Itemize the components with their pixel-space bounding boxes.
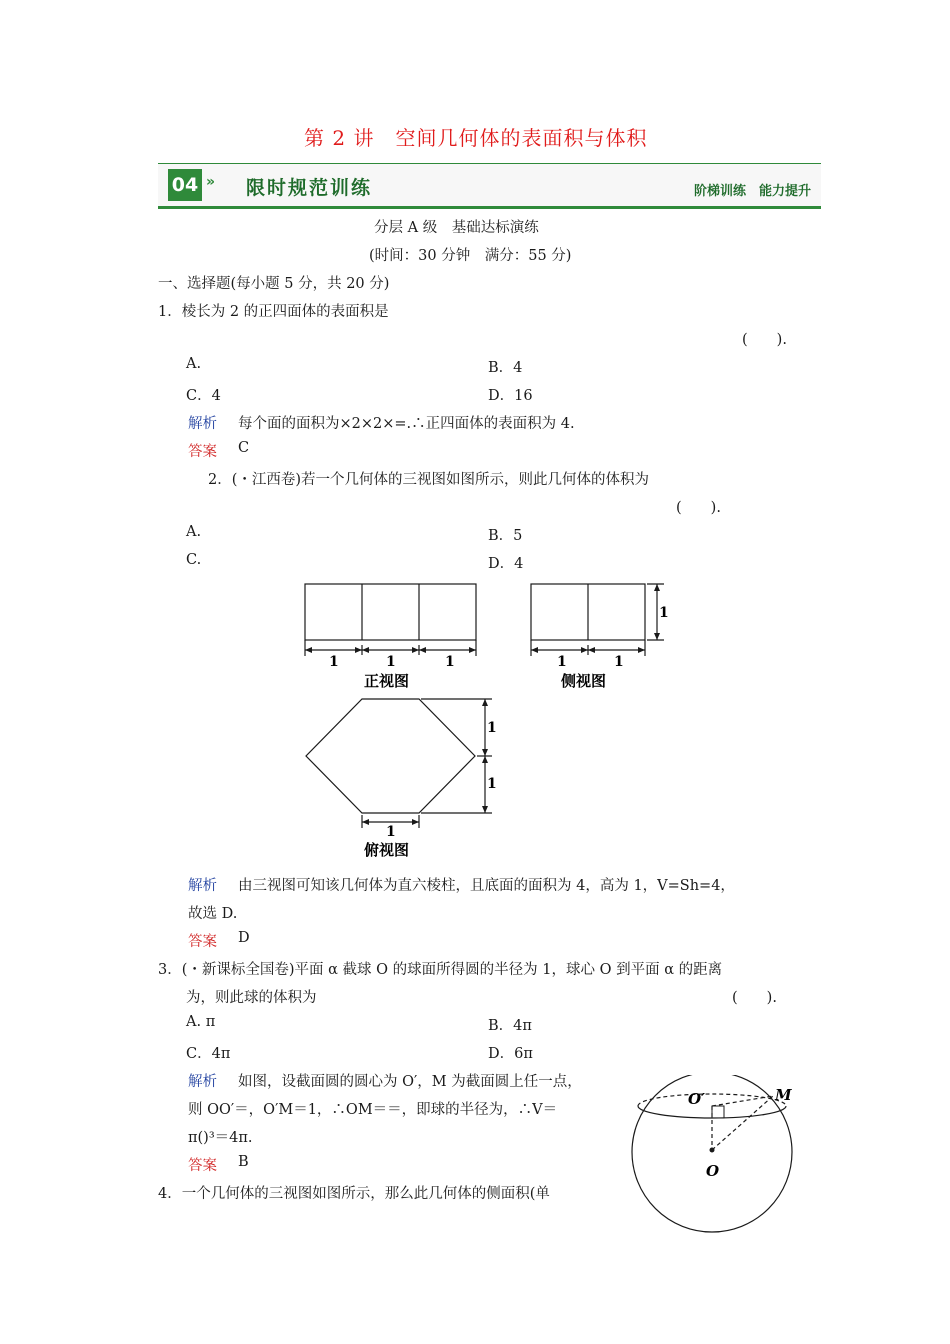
level-heading: 分层 A 级 基础达标演练 [374,220,539,236]
section-circle-back [638,1094,786,1106]
sphere-outline [632,1075,792,1232]
q1-option-b: B．4 [488,360,523,376]
q2-stem: 2．(・江西卷)若一个几何体的三视图如图所示，则此几何体的体积为 [208,472,650,488]
q1-option-d: D．16 [488,388,533,404]
q2-analysis-label: 解析 [188,878,217,894]
q3-analysis-line1: 如图，设截面圆的圆心为 O′，M 为截面圆上任一点， [238,1074,582,1090]
q1-answer-blank: ( ). [742,332,787,348]
section-banner [158,163,821,209]
sphere-figure [630,1075,800,1235]
dim-label: 1 [487,776,497,792]
chevron-icon: » [206,174,216,190]
q1-answer-label: 答案 [188,444,217,460]
top-view-label: 俯视图 [364,841,410,859]
dim-label: 1 [445,654,455,670]
part-heading: 一、选择题(每小题 5 分，共 20 分) [158,276,390,292]
q1-option-a: A. [186,356,202,372]
top-view-hexagon [306,699,475,813]
label-o: O [706,1162,720,1180]
q3-option-a: A. π [186,1014,216,1030]
label-o-prime: O′ [688,1090,706,1108]
dim-label: 1 [386,824,396,840]
dim-label: 1 [386,654,396,670]
dim-label: 1 [614,654,624,670]
q3-answer-label: 答案 [188,1158,217,1174]
q3-analysis-line3: π()³＝4π. [188,1130,253,1146]
dim-label: 1 [329,654,339,670]
q3-option-d: D．6π [488,1046,533,1062]
q3-answer: B [238,1154,249,1170]
q2-option-d: D．4 [488,556,524,572]
dim-label: 1 [557,654,567,670]
q2-analysis-line1: 由三视图可知该几何体为直六棱柱，且底面的面积为 4，高为 1，V=Sh=4， [238,878,735,894]
dim-label: 1 [659,605,669,621]
banner-title: 限时规范训练 [246,177,373,199]
label-m: M [775,1086,792,1104]
q3-stem-line2: 为，则此球的体积为 [186,990,317,1006]
q2-answer-label: 答案 [188,934,217,950]
dim-label: 1 [487,720,497,736]
q2-answer: D [238,930,250,946]
front-view-label: 正视图 [364,672,410,690]
q2-answer-blank: ( ). [676,500,721,516]
q1-analysis-label: 解析 [188,416,217,432]
q1-stem: 1．棱长为 2 的正四面体的表面积是 [158,304,389,320]
q2-option-a: A. [186,524,202,540]
page-title: 第 2 讲 空间几何体的表面积与体积 [304,126,648,150]
q1-analysis: 每个面的面积为×2×2×=.∴正四面体的表面积为 4. [238,416,575,432]
section-number-badge: 04 [168,169,202,201]
q3-analysis-label: 解析 [188,1074,217,1090]
q3-stem-line1: 3．(・新课标全国卷)平面 α 截球 O 的球面所得圆的半径为 1，球心 O 到平面 α 的距离 [158,962,723,978]
three-view-figure [296,580,676,870]
q3-analysis-line2: 则 OO′＝，O′M＝1，∴OM＝＝，即球的半径为，∴V＝ [188,1102,558,1118]
front-view-outline [305,584,476,640]
time-info: (时间：30 分钟 满分：55 分) [369,248,572,264]
q2-option-c: C. [186,552,202,568]
q2-option-b: B．5 [488,528,523,544]
banner-subtitle: 阶梯训练 能力提升 [693,184,811,199]
q3-answer-blank: ( ). [732,990,777,1006]
q1-option-c: C．4 [186,388,221,404]
q4-stem: 4．一个几何体的三视图如图所示，那么此几何体的侧面积(单 [158,1186,550,1202]
q3-option-c: C．4π [186,1046,231,1062]
q3-option-b: B．4π [488,1018,532,1034]
q2-analysis-line2: 故选 D. [188,906,238,922]
q1-answer: C [238,440,250,456]
side-view-label: 侧视图 [561,672,607,690]
